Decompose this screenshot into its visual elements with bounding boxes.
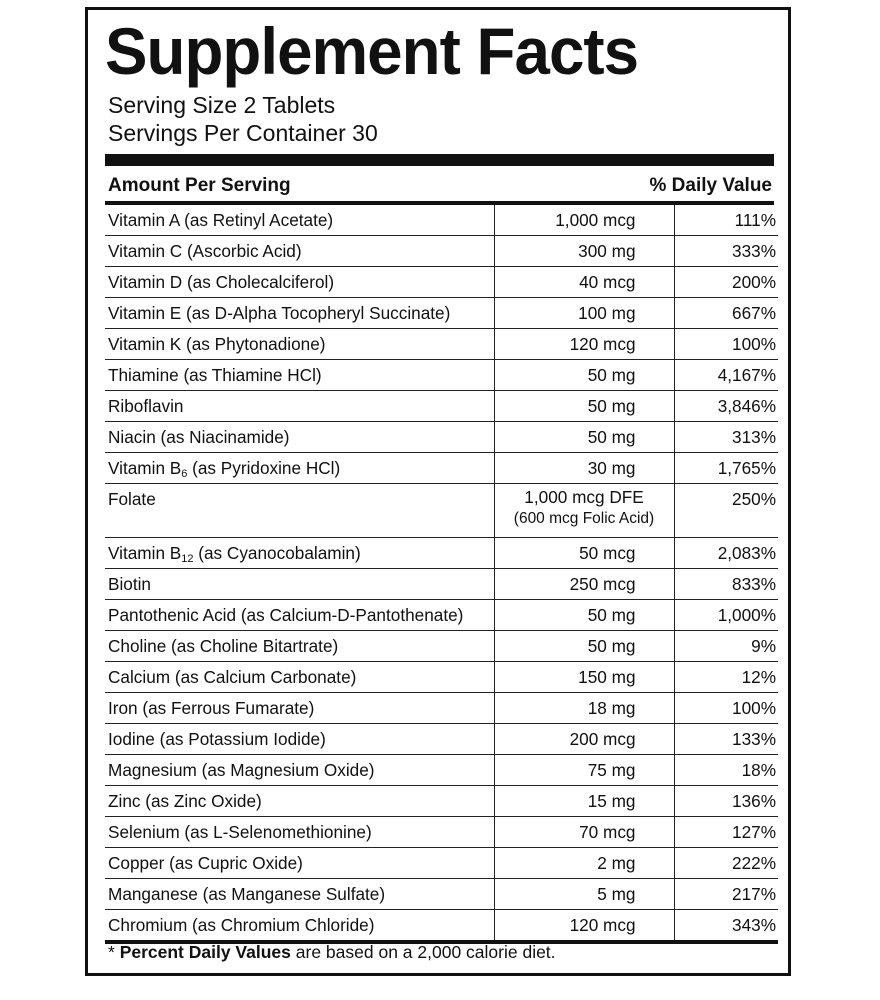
nutrient-amount: 120 mcg <box>494 329 674 360</box>
nutrient-amount: 50 mg <box>494 422 674 453</box>
nutrient-name: Iodine (as Potassium Iodide) <box>105 724 494 755</box>
nutrient-name: Vitamin C (Ascorbic Acid) <box>105 236 494 267</box>
nutrient-name-subscript: 6 <box>181 467 188 480</box>
nutrient-name: Niacin (as Niacinamide) <box>105 422 494 453</box>
nutrient-daily-value: 4,167% <box>674 360 778 391</box>
nutrient-name: Folate <box>105 484 494 538</box>
nutrient-row <box>105 910 778 943</box>
nutrient-name-subscript: 12 <box>181 552 194 565</box>
nutrient-daily-value: 333% <box>674 236 778 267</box>
nutrient-row <box>105 391 778 422</box>
nutrient-amount: 70 mcg <box>494 817 674 848</box>
nutrient-name: Choline (as Choline Bitartrate) <box>105 631 494 662</box>
nutrient-table-body <box>105 205 778 942</box>
nutrient-name: Vitamin E (as D-Alpha Tocopheryl Succinate) <box>105 298 494 329</box>
nutrient-daily-value: 667% <box>674 298 778 329</box>
nutrient-amount-main: 1,000 mcg DFE <box>524 487 644 507</box>
nutrient-daily-value: 222% <box>674 848 778 879</box>
nutrient-daily-value: 127% <box>674 817 778 848</box>
nutrient-row <box>105 538 778 569</box>
nutrient-name: Copper (as Cupric Oxide) <box>105 848 494 879</box>
nutrient-daily-value: 9% <box>674 631 778 662</box>
footnote-asterisk: * <box>108 942 115 962</box>
nutrient-name: Selenium (as L-Selenomethionine) <box>105 817 494 848</box>
footnote <box>108 942 556 963</box>
nutrient-row <box>105 453 778 484</box>
nutrient-name-suffix: (as Cyanocobalamin) <box>193 542 361 563</box>
nutrient-amount-note: (600 mcg Folic Acid) <box>513 510 655 527</box>
nutrient-daily-value: 111% <box>674 205 778 236</box>
nutrient-row <box>105 569 778 600</box>
nutrient-row <box>105 298 778 329</box>
nutrient-name: Thiamine (as Thiamine HCl) <box>105 360 494 391</box>
nutrient-row <box>105 422 778 453</box>
nutrient-name: Zinc (as Zinc Oxide) <box>105 786 494 817</box>
nutrient-name: Pantothenic Acid (as Calcium-D-Pantothenate) <box>105 600 494 631</box>
serving-size: Serving Size 2 Tablets <box>108 92 336 118</box>
nutrient-daily-value: 200% <box>674 267 778 298</box>
nutrient-row <box>105 786 778 817</box>
nutrient-name <box>105 538 494 569</box>
nutrient-amount: 5 mg <box>494 879 674 910</box>
nutrient-daily-value: 133% <box>674 724 778 755</box>
nutrient-row <box>105 662 778 693</box>
servings-per-container: Servings Per Container 30 <box>108 120 378 146</box>
nutrient-daily-value: 217% <box>674 879 778 910</box>
nutrient-name-prefix: Vitamin B <box>108 457 182 478</box>
nutrient-daily-value: 313% <box>674 422 778 453</box>
nutrient-name: Iron (as Ferrous Fumarate) <box>105 693 494 724</box>
nutrient-daily-value: 833% <box>674 569 778 600</box>
nutrient-row <box>105 329 778 360</box>
nutrient-amount: 75 mg <box>494 755 674 786</box>
nutrient-daily-value: 12% <box>674 662 778 693</box>
nutrient-name: Chromium (as Chromium Chloride) <box>105 910 494 943</box>
footnote-bold: Percent Daily Values <box>119 942 291 962</box>
nutrient-name <box>105 453 494 484</box>
nutrient-row <box>105 755 778 786</box>
nutrient-row <box>105 360 778 391</box>
nutrient-amount: 18 mg <box>494 693 674 724</box>
nutrient-row <box>105 484 778 538</box>
nutrient-amount: 2 mg <box>494 848 674 879</box>
nutrient-amount: 50 mg <box>494 391 674 422</box>
nutrient-amount: 50 mg <box>494 600 674 631</box>
nutrient-amount: 250 mcg <box>494 569 674 600</box>
nutrient-row <box>105 817 778 848</box>
footnote-text: are based on a 2,000 calorie diet. <box>290 942 556 962</box>
nutrient-row <box>105 600 778 631</box>
nutrient-amount: 100 mg <box>494 298 674 329</box>
daily-value-heading: % Daily Value <box>649 175 772 196</box>
nutrient-row <box>105 236 778 267</box>
nutrient-daily-value: 343% <box>674 910 778 943</box>
nutrient-name: Vitamin A (as Retinyl Acetate) <box>105 205 494 236</box>
nutrient-table <box>105 205 778 944</box>
nutrient-daily-value: 136% <box>674 786 778 817</box>
nutrient-row <box>105 205 778 236</box>
nutrient-name: Magnesium (as Magnesium Oxide) <box>105 755 494 786</box>
nutrient-name: Vitamin K (as Phytonadione) <box>105 329 494 360</box>
nutrient-row <box>105 267 778 298</box>
nutrient-row <box>105 693 778 724</box>
nutrient-amount: 200 mcg <box>494 724 674 755</box>
nutrient-name: Calcium (as Calcium Carbonate) <box>105 662 494 693</box>
nutrient-name-prefix: Vitamin B <box>108 542 182 563</box>
nutrient-amount: 300 mg <box>494 236 674 267</box>
nutrient-name: Vitamin D (as Cholecalciferol) <box>105 267 494 298</box>
nutrient-amount: 30 mg <box>494 453 674 484</box>
table-header <box>105 167 774 205</box>
nutrient-amount: 1,000 mcg <box>494 205 674 236</box>
nutrient-daily-value: 18% <box>674 755 778 786</box>
nutrient-amount: 50 mg <box>494 360 674 391</box>
amount-per-serving-heading: Amount Per Serving <box>108 175 291 196</box>
nutrient-amount: 150 mg <box>494 662 674 693</box>
nutrient-amount: 120 mcg <box>494 910 674 943</box>
nutrient-row <box>105 848 778 879</box>
nutrient-daily-value: 1,765% <box>674 453 778 484</box>
nutrient-name: Riboflavin <box>105 391 494 422</box>
nutrient-amount: 15 mg <box>494 786 674 817</box>
nutrient-daily-value: 2,083% <box>674 538 778 569</box>
nutrient-amount: 40 mcg <box>494 267 674 298</box>
nutrient-amount: 50 mcg <box>494 538 674 569</box>
nutrient-daily-value: 100% <box>674 329 778 360</box>
label-title: Supplement Facts <box>105 14 639 88</box>
nutrient-daily-value: 250% <box>674 484 778 538</box>
nutrient-row <box>105 724 778 755</box>
nutrient-row <box>105 879 778 910</box>
supplement-facts-label <box>85 7 791 976</box>
nutrient-amount: 50 mg <box>494 631 674 662</box>
nutrient-amount <box>494 484 674 538</box>
nutrient-name-suffix: (as Pyridoxine HCl) <box>187 457 341 478</box>
thick-divider <box>105 154 774 166</box>
nutrient-name: Biotin <box>105 569 494 600</box>
nutrient-daily-value: 3,846% <box>674 391 778 422</box>
nutrient-name: Manganese (as Manganese Sulfate) <box>105 879 494 910</box>
nutrient-daily-value: 1,000% <box>674 600 778 631</box>
nutrient-row <box>105 631 778 662</box>
nutrient-daily-value: 100% <box>674 693 778 724</box>
